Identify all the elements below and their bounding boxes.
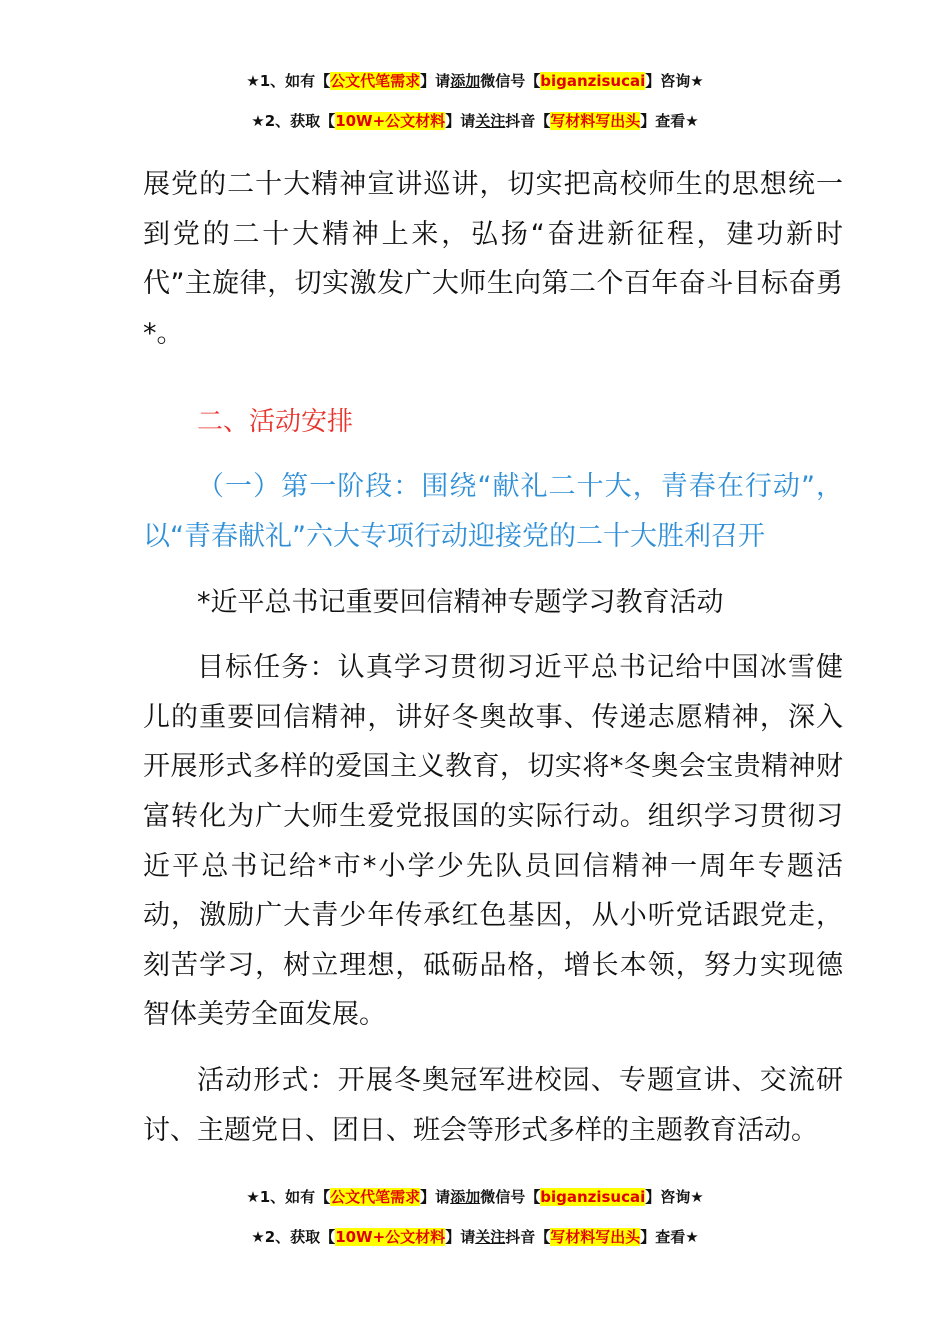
document-body [143,160,843,1155]
form-paragraph: 活动形式：开展冬奥冠军进校园、专题宣讲、交流研讨、主题党日、团日、班会等形式多样的主题教育活动。 [143,1064,843,1146]
banner-emphasis: 添加 [450,72,481,90]
banner-prefix: ★1、如有【 [246,72,331,90]
banner-highlight-service: 公文代笔需求 [330,1188,421,1206]
banner-highlight-douyin: 写材料写出头 [550,1228,641,1246]
bottom-banner-line-2 [0,1226,950,1248]
banner-text: 】请 [445,112,476,130]
banner-highlight-service: 公文代笔需求 [330,72,421,90]
intro-paragraph: 展党的二十大精神宣讲巡讲，切实把高校师生的思想统一到党的二十大精神上来，弘扬“奋进新征程，建功新时代”主旋律，切实激发广大师生向第二个百年奋斗目标奋勇*。 [143,169,843,349]
bottom-banner-line-1 [0,1186,950,1208]
banner-text: 抖音【 [505,112,551,130]
banner-prefix: ★2、获取【 [251,1228,336,1246]
section-heading: 二、活动安排 [197,407,354,438]
banner-suffix: 】咨询★ [645,72,704,90]
banner-suffix: 】查看★ [640,1228,699,1246]
banner-highlight-douyin: 写材料写出头 [550,112,641,130]
banner-highlight-wechat-id: biganzisucai [540,1188,646,1206]
banner-highlight-materials: 10W+公文材料 [335,1228,446,1246]
top-banner-line-1 [0,70,950,92]
banner-prefix: ★1、如有【 [246,1188,331,1206]
activity-title: *近平总书记重要回信精神专题学习教育活动 [197,586,724,618]
banner-text: 微信号【 [480,72,541,90]
banner-emphasis: 关注 [475,1228,506,1246]
top-banner-line-2 [0,110,950,132]
banner-emphasis: 添加 [450,1188,481,1206]
banner-highlight-materials: 10W+公文材料 [335,112,446,130]
banner-text: 抖音【 [505,1228,551,1246]
banner-suffix: 】咨询★ [645,1188,704,1206]
banner-emphasis: 关注 [475,112,506,130]
banner-prefix: ★2、获取【 [251,112,336,130]
banner-text: 】请 [445,1228,476,1246]
banner-text: 】请 [420,72,451,90]
banner-text: 】请 [420,1188,451,1206]
goal-paragraph: 目标任务：认真学习贯彻习近平总书记给中国冰雪健儿的重要回信精神，讲好冬奥故事、传递志愿精神，深入开展形式多样的爱国主义教育，切实将*冬奥会宝贵精神财富转化为广大师生爱党报国的实际行动。组织学习贯彻习近平总书记给*市*小学少先队员回信精神一周年专题活动，激励广大青少年传承红色基因，从小听党话跟党走，刻苦学习，树立理想，砥砺品格，增长本领，努力实现德智体美劳全面发展。 [143,652,843,1031]
sub-heading: （一）第一阶段：围绕“献礼二十大，青春在行动”，以“青春献礼”六大专项行动迎接党的二十大胜利召开 [143,471,843,552]
banner-highlight-wechat-id: biganzisucai [540,72,646,90]
banner-text: 微信号【 [480,1188,541,1206]
banner-suffix: 】查看★ [640,112,699,130]
